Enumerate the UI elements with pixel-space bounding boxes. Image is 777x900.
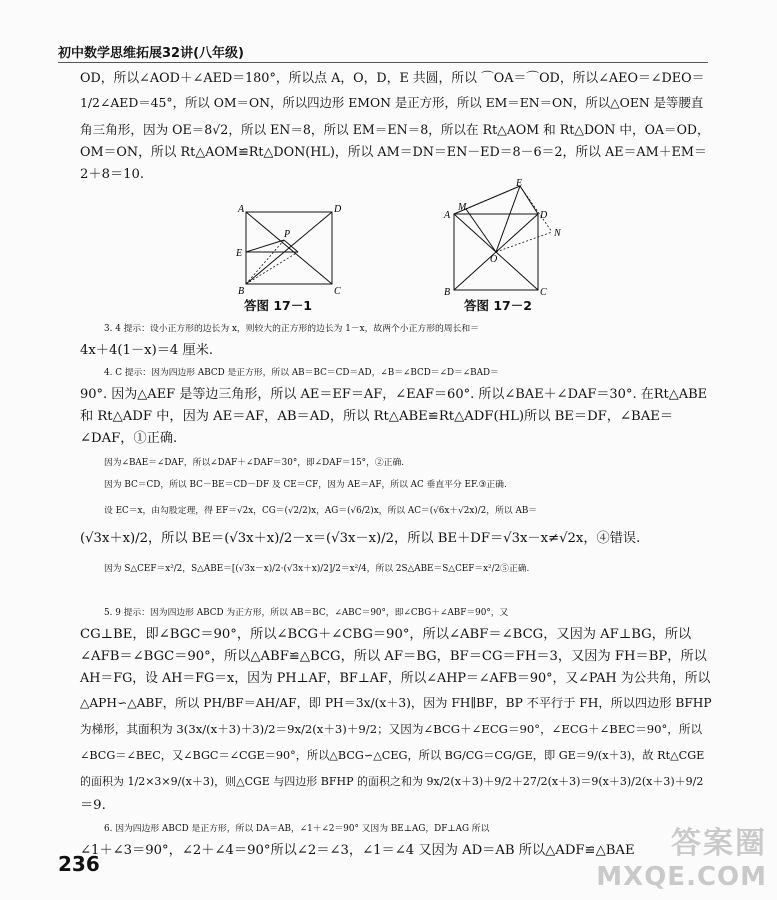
- text-line: 的面积为 1/2×3×9/(x＋3)，则△CGE 与四边形 BFHP 的面积之和为 9x/2(x＋3)＋9/2＋27/2(x＋3)＝9(x＋3)/2(x＋3)＋9/2: [80, 775, 704, 788]
- watermark-text: 答案圈: [671, 826, 767, 861]
- point-label: B: [238, 286, 245, 295]
- watermark-logo: [596, 818, 767, 892]
- point-label: D: [334, 204, 342, 215]
- text-line: OM＝ON，所以 Rt△AOM≌Rt△DON(HL)，所以 AM＝DN＝EN－ED＝8－6＝2，所以 AE＝AM＋EM＝: [80, 145, 707, 160]
- text-line: 90°. 因为△AEF 是等边三角形，所以 AE＝EF＝AF，∠EAF＝60°. 所以∠BAE＋∠DAF＝30°. 在Rt△ABE: [80, 387, 708, 402]
- point-label: O: [490, 254, 498, 265]
- text-line: 和 Rt△ADF 中，因为 AE＝AF，AB＝AD，所以 Rt△ABE≌Rt△ADF(HL)所以 BE＝DF，∠BAE＝: [80, 409, 674, 424]
- text-line: 因为 S△CEF＝x²/2，S△ABE＝[(√3x－x)/2·(√3x＋x)/2]/2＝x²/4，所以 2S△ABE＝S△CEF＝x²/2⑤正确.: [104, 564, 530, 574]
- point-label: D: [540, 210, 548, 221]
- text-line: 3. 4 提示：设小正方形的边长为 x，则较大的正方形的边长为 1－x，故两个小正方形的周长和＝: [104, 324, 479, 334]
- text-line: AH＝FG，设 AH＝FG＝x，因为 PH⊥AF，BF⊥AF，所以∠AHP＝∠AFB＝90°，又∠PAH 为公共角，所以: [80, 671, 711, 686]
- point-label: B: [444, 287, 451, 296]
- page-number: 236: [58, 852, 100, 876]
- text-line: 设 EC＝x，由勾股定理，得 EF＝√2x，CG＝(√2/2)x，AG＝(√6/2)x，所以 AC＝(√6x＋√2x)/2，所以 AB＝: [104, 506, 538, 516]
- point-label: P: [284, 229, 291, 240]
- text-line: 因为∠BAE＝∠DAF，所以∠DAF＋∠DAF＝30°，即∠DAF＝15°，②正确.: [104, 458, 405, 468]
- text-line: △APH∽△ABF，所以 PH/BF＝AH/AF，即 PH＝3x/(x＋3)，因为 FH∥BF，BP 不平行于 FH，所以四边形 BFHP: [80, 696, 712, 710]
- text-line: (√3x＋x)/2，所以 BE＝(√3x＋x)/2－x＝(√3x－x)/2，所以 BE＋DF＝√3x－x≠√2x，④错误.: [80, 531, 641, 546]
- page-header-title: 初中数学思维拓展32讲(八年级): [58, 46, 244, 61]
- text-line: 4x＋4(1－x)＝4 厘米.: [80, 343, 214, 358]
- point-label: E: [236, 248, 243, 259]
- figure-caption: 答图 17－2: [464, 298, 532, 313]
- point-label: N: [554, 228, 561, 239]
- text-line: ∠1＋∠3＝90°，∠2＋∠4＝90°所以∠2＝∠3，∠1＝∠4 又因为 AD＝AB 所以△ADF≌△BAE: [80, 843, 635, 858]
- text-line: ＝9.: [80, 798, 106, 813]
- text-line: OD，所以∠AOD＋∠AED＝180°，所以点 A，O，D，E 共圆，所以 ⌒OA＝⌒OD，所以∠AEO＝∠DEO＝: [80, 71, 705, 86]
- text-line: CG⊥BE，即∠BGC＝90°，所以∠BCG＋∠CBG＝90°，所以∠ABF＝∠BCG，又因为 AF⊥BG，所以: [80, 627, 692, 642]
- figure-17-2: [438, 178, 568, 296]
- point-label: C: [540, 287, 547, 296]
- text-line: 1/2∠AED＝45°，所以 OM＝ON，所以四边形 EMON 是正方形，所以 EM＝EN＝ON，所以△OEN 是等腰直: [80, 95, 704, 110]
- point-label: C: [334, 286, 341, 295]
- text-line: 为梯形，其面积为 3(3x/(x＋3)＋3)/2＝9x/2(x＋3)＋9/2；又因为∠BCG＋∠ECG＝90°，∠ECG＋∠BEC＝90°，所以: [80, 722, 703, 736]
- point-label: E: [516, 178, 523, 189]
- text-line: ∠DAF，①正确.: [80, 431, 178, 446]
- figure-caption: 答图 17－1: [244, 298, 312, 313]
- point-label: A: [238, 204, 245, 215]
- text-line: 6. 因为四边形 ABCD 是正方形，所以 DA＝AB，∠1＋∠2＝90° 又因为 BE⊥AG，DF⊥AG 所以: [104, 824, 490, 834]
- point-label: A: [444, 210, 451, 221]
- text-line: 4. C 提示：因为四边形 ABCD 是正方形，所以 AB＝BC＝CD＝AD，∠B＝∠BCD＝∠D＝∠BAD＝: [104, 368, 499, 378]
- text-line: ∠BCG＝∠BEC，又∠BGC＝∠CGE＝90°，所以△BCG∽△CEG，所以 BG/CG＝CG/GE，即 GE＝9/(x＋3)，故 Rt△CGE: [80, 749, 705, 762]
- header-divider: [58, 62, 708, 63]
- watermark-url: MXQE.COM: [596, 862, 767, 892]
- text-line: 角三角形，因为 OE＝8√2，所以 EN＝8，所以 EM＝EN＝8，所以在 Rt△AOM 和 Rt△DON 中，OA＝OD，: [80, 122, 710, 137]
- text-line: 因为 BC＝CD，所以 BC－BE＝CD－DF 及 CE＝CF，因为 AE＝AF，所以 AC 垂直平分 EF.③正确.: [104, 480, 507, 490]
- text-line: 5. 9 提示：因为四边形 ABCD 为正方形，所以 AB＝BC，∠ABC＝90°，即∠CBG＋∠ABF＝90°，又: [104, 608, 509, 618]
- text-line: ∠AFB＝∠BGC＝90°，所以△ABF≌△BCG，所以 AF＝BG，BF＝CG＝FH＝3，又因为 FH＝BP，所以: [80, 649, 707, 664]
- figure-17-1: [232, 200, 342, 295]
- text-line: 2＋8＝10.: [80, 167, 145, 182]
- point-label: M: [458, 202, 467, 213]
